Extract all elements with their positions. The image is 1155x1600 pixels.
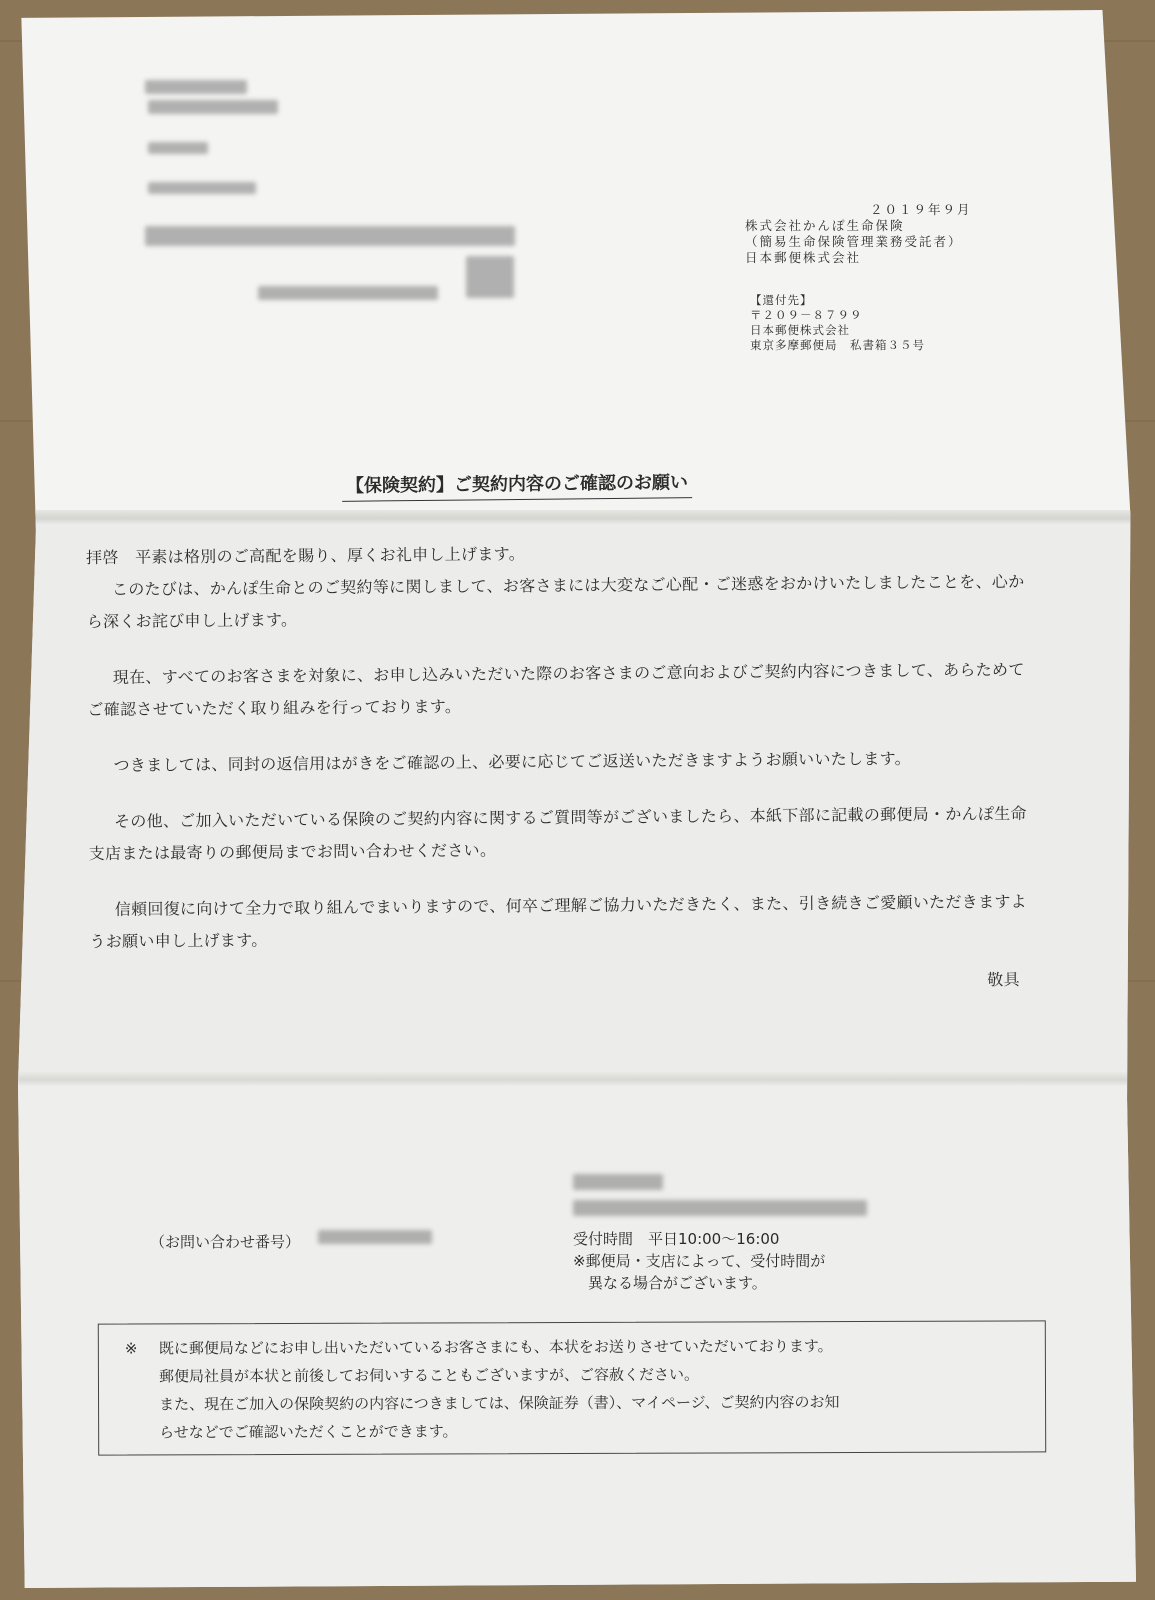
- redacted-phone: [573, 1200, 867, 1216]
- redacted-address: [148, 100, 278, 114]
- reception-info: [573, 1228, 825, 1294]
- fold-line: [18, 510, 1136, 524]
- return-line2: 東京多摩郵便局 私書箱３５号: [750, 338, 925, 352]
- redacted-address: [145, 80, 247, 94]
- paragraph-trust: 信頼回復に向けて全力で取り組んでまいりますので、何卒ご理解ご協力いただきたく、また、引き続きご愛顧いただきますようお願い申し上げます。: [89, 891, 1028, 952]
- paragraph-current: 現在、すべてのお客さまを対象に、お申し込みいただいた際のお客さまのご意向およびご契約内容につきまして、あらためてご確認させていただく取り組みを行っております。: [87, 659, 1025, 720]
- notice-mark: ※: [124, 1339, 138, 1358]
- redacted-stamp: [466, 256, 514, 298]
- redacted-address: [148, 182, 256, 194]
- notice-line: また、現在ご加入の保険契約の内容につきましては、保険証券（書）、マイページ、ご契約内容のお知: [159, 1393, 840, 1414]
- return-address: [750, 293, 925, 353]
- notice-line: 郵便局社員が本状と前後してお伺いすることもございますが、ご容赦ください。: [158, 1365, 700, 1386]
- fold-line: [18, 1072, 1136, 1086]
- closing: 敬具: [987, 969, 1020, 990]
- notice-box: [98, 1320, 1046, 1455]
- return-line1: 日本郵便株式会社: [750, 323, 850, 337]
- notice-line: らせなどでご確認いただくことができます。: [159, 1422, 458, 1442]
- redacted-inquiry-number: [318, 1230, 432, 1244]
- letter-date: ２０１９年９月: [870, 202, 972, 217]
- return-zip: 〒２０９－８７９９: [750, 308, 863, 322]
- sender-role: （簡易生命保険管理業務受託者）: [745, 234, 963, 249]
- sender-block: [745, 202, 972, 266]
- return-label: 【還付先】: [750, 293, 813, 307]
- notice-line: 既に郵便局などにお申し出いただいているお客さまにも、本状をお送りさせていただいております。: [158, 1337, 833, 1358]
- redacted-office: [573, 1174, 663, 1190]
- redacted-code: [258, 286, 438, 300]
- sender-company: 株式会社かんぽ生命保険: [745, 218, 905, 233]
- letter-title: 【保険契約】ご契約内容のご確認のお願い: [342, 468, 692, 502]
- reception-note: ※郵便局・支店によって、受付時間が: [573, 1252, 826, 1270]
- redacted-address: [148, 142, 208, 154]
- paragraph-inquiry: その他、ご加入いただいている保険のご契約内容に関するご質問等がございましたら、本紙下部に記載の郵便局・かんぽ生命支店または最寄りの郵便局までお問い合わせください。: [88, 803, 1027, 864]
- greeting: 拝啓 平素は格別のご高配を賜り、厚くお礼申し上げます。: [86, 544, 526, 568]
- inquiry-number-label: （お問い合わせ番号）: [150, 1233, 301, 1251]
- reception-note: 異なる場合がございます。: [573, 1274, 767, 1292]
- reception-hours: 受付時間 平日10:00～16:00: [573, 1230, 780, 1248]
- paragraph-request: つきましては、同封の返信用はがきをご確認の上、必要に応じてご返送いただきますようお願いいたします。: [113, 748, 912, 775]
- redacted-name: [145, 226, 515, 246]
- paragraph-apology: このたびは、かんぽ生命とのご契約等に関しまして、お客さまには大変なご心配・ご迷惑をおかけいたしましたことを、心から深くお詫び申し上げます。: [86, 571, 1025, 632]
- letter-body: [86, 534, 1030, 1004]
- sender-postal-company: 日本郵便株式会社: [745, 250, 862, 265]
